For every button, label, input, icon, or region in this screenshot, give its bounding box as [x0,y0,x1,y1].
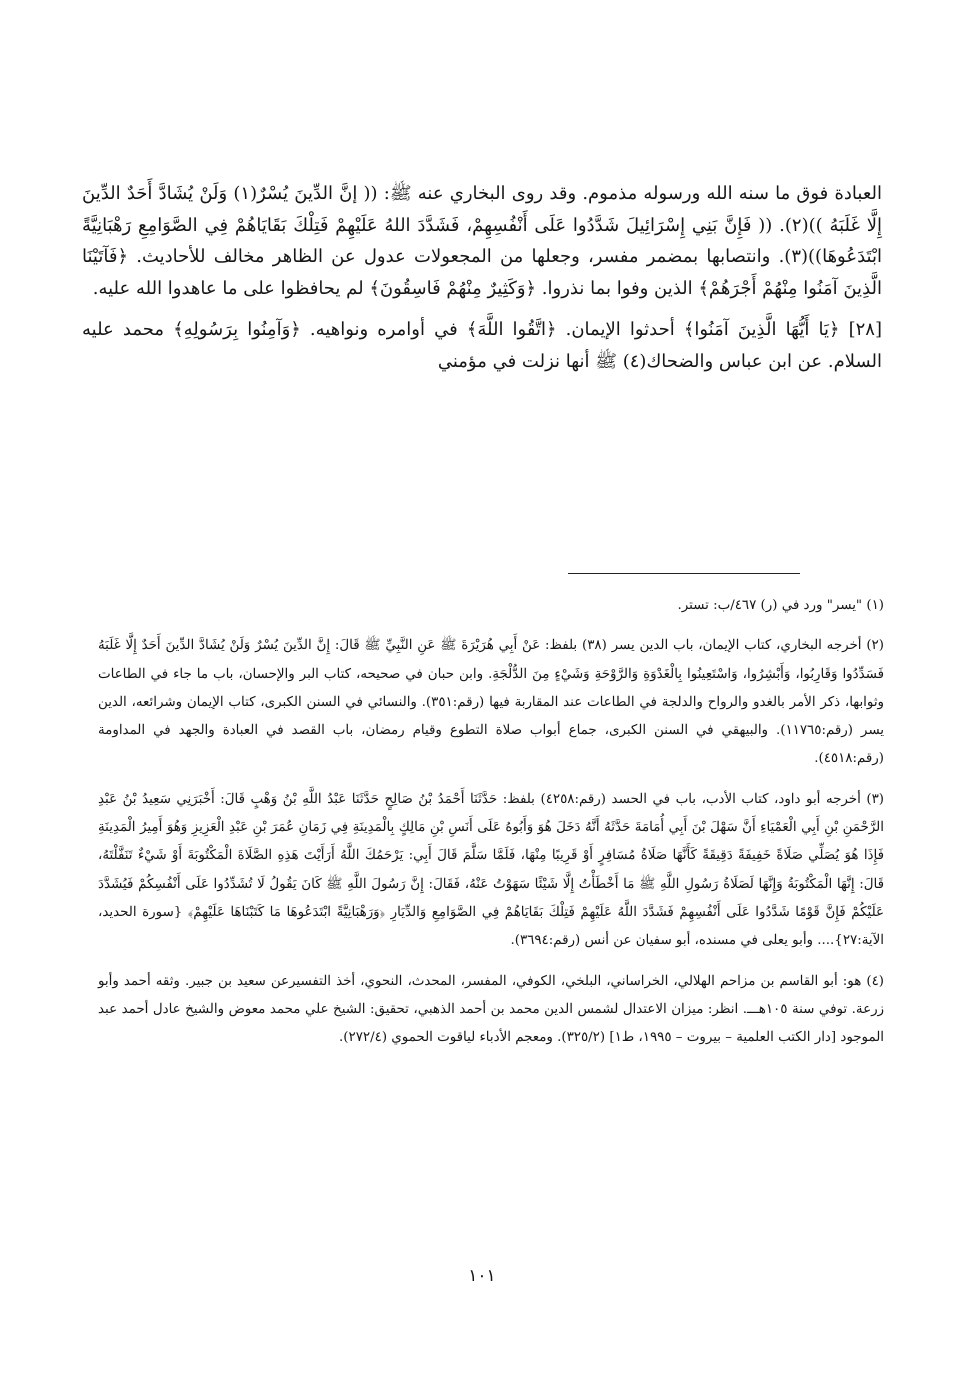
footnote-4: (٤) هو: أبو القاسم بن مزاحم الهلالي، الخراساني، البلخي، الكوفي، المفسر، المحدث، النحوي، أخذ التفسيرعن سعيد بن جبير. وثقه أحمد وأبو زرعة. توفي سنة ١٠٥هـــ. انظر: ميزان الاعتدال لشمس الدين محمد بن أحمد الذهبي، تحقيق: الشيخ علي محمد معوض والشيخ عادل أحمد عبد الموجود [دار الكتب العلمية – بيروت – ١٩٩٥، ط١] (٣٢٥/٢). ومعجم الأدباء لياقوت الحموي (٢٧٢/٤). [98,973,884,1046]
main-body-text [82,178,882,387]
footnotes-section [98,592,884,1064]
footnote-3: (٣) أخرجه أبو داود، كتاب الأدب، باب في الحسد (رقم:٤٢٥٨) بلفظ: حَدَّثَنَا أَحْمَدُ بْنُ صَالِحٍ حَدَّثَنَا عَبْدُ اللَّهِ بْنُ وَهْبٍ قَالَ: أَخْبَرَنِي سَعِيدُ بْنُ عَبْدِ الرَّحْمَنِ بْنِ أَبِي الْعَمْيَاءِ أَنَّ سَهْلَ بْنَ أَبِي أُمَامَةَ حَدَّثَهُ أَنَّهُ دَخَلَ هُوَ وَأَبُوهُ عَلَى أَنَسِ بْنِ مَالِكٍ بِالْمَدِينَةِ فِي زَمَانِ عُمَرَ بْنِ عَبْدِ الْعَزِيزِ وَهُوَ أَمِيرُ الْمَدِينَةِ فَإِذَا هُوَ يُصَلِّي صَلَاةً خَفِيفَةً دَقِيقَةً كَأَنَّهَا صَلَاةُ مُسَافِرٍ أَوْ قَرِيبًا مِنْهَا، فَلَمَّا سَلَّمَ قَالَ أَبِي: يَرْحَمُكَ اللَّهُ أَرَأَيْتَ هَذِهِ الصَّلَاةَ الْمَكْتُوبَةَ أَوْ شَيْءٌ تَنَفَّلْتَهُ، قَالَ: إِنَّهَا الْمَكْتُوبَةُ وَإِنَّهَا لَصَلَاةُ رَسُولِ اللَّهِ ﷺ مَا أَخْطَأْتُ إِلَّا شَيْئًا سَهَوْتُ عَنْهُ، فَقَالَ: إِنَّ رَسُولَ اللَّهِ ﷺ كَانَ يَقُولُ لَا تُشَدِّدُوا عَلَى أَنْفُسِكُمْ فَيُشَدَّدَ عَلَيْكُمْ فَإِنَّ قَوْمًا شَدَّدُوا عَلَى أَنْفُسِهِمْ فَشَدَّدَ اللَّهُ عَلَيْهِمْ فَتِلْكَ بَقَايَاهُمْ فِي الصَّوَامِعِ وَالدِّيَارِ ﴿وَرَهْبَانِيَّةً ابْتَدَعُوهَا مَا كَتَبْنَاهَا عَلَيْهِمْ﴾ {سورة الحديد، الآية:٢٧}.... وأبو يعلى في مسنده، أبو سفيان عن أنس (رقم:٣٦٩٤). [98,791,885,949]
footnote-2: (٢) أخرجه البخاري، كتاب الإيمان، باب الدين يسر (٣٨) بلفظ: عَنْ أَبِي هُرَيْرَةَ ﷺ عَنِ النَّبِيِّ ﷺ قَالَ: إِنَّ الدِّينَ يُسْرٌ وَلَنْ يُشَادَّ الدِّينَ أَحَدٌ إِلَّا غَلَبَهُ فَسَدِّدُوا وَقَارِبُوا، وَأَبْشِرُوا، وَاسْتَعِينُوا بِالْغَدْوَةِ وَالرَّوْحَةِ وَشَيْءٍ مِنَ الدُّلْجَةِ. وابن حبان في صحيحه، كتاب البر والإحسان، باب ما جاء في الطاعات وثوابها، ذكر الأمر بالغدو والرواح والدلجة في الطاعات عند المقاربة فيها (رقم:٣٥١). والنسائي في السنن الكبرى، كتاب الإيمان وشرائعه، الدين يسر (رقم:١١٧٦٥). والبيهقي في السنن الكبرى، جماع أبواب صلاة التطوع وقيام رمضان، باب القصد في العبادة والجهد في المداومة (رقم:٤٥١٨). [98,638,885,767]
footnote-1: (١) "يسر" ورد في (ر) ٤٦٧/ب: تستر. [677,598,884,613]
body-paragraph-2: [٢٨] ﴿يَا أَيُّهَا الَّذِينَ آمَنُوا﴾ أحدثوا الإيمان. ﴿اتَّقُوا اللَّهَ﴾ في أوامره ونواهيه. ﴿وَآمِنُوا بِرَسُولِهِ﴾ محمد عليه السلام. عن ابن عباس والضحاك(٤) ﷺ أنها نزلت في مؤمني [82,319,882,372]
body-paragraph-1: العبادة فوق ما سنه الله ورسوله مذموم. وقد روى البخاري عنه ﷺ: (( إنَّ الدِّينَ يُسْرٌ(١) وَلَنْ يُشَادَّ أَحَدٌ الدِّينَ إِلَّا غَلَبَهُ ))(٢). (( فَإِنَّ بَنِي إِسْرَائِيلَ شَدَّدُوا عَلَى أَنْفُسِهِمْ، فَشَدَّدَ اللهُ عَلَيْهِمْ فَتِلْكَ بَقَايَاهُمْ فِي الصَّوَامِعِ رَهْبَانِيَّةً ابْتَدَعُوهَا))(٣). وانتصابها بمضمر مفسر، وجعلها من المجعولات عدول عن الظاهر مخالف للأحاديث. ﴿فَآتَيْنَا الَّذِينَ آمَنُوا مِنْهُمْ أَجْرَهُمْ﴾ الذين وفوا بما نذروا. ﴿وَكَثِيرٌ مِنْهُمْ فَاسِقُونَ﴾ لم يحافظوا على ما عاهدوا الله عليه. [82,183,883,299]
footnote-separator [568,573,800,574]
page-number: ١٠١ [468,1266,496,1286]
